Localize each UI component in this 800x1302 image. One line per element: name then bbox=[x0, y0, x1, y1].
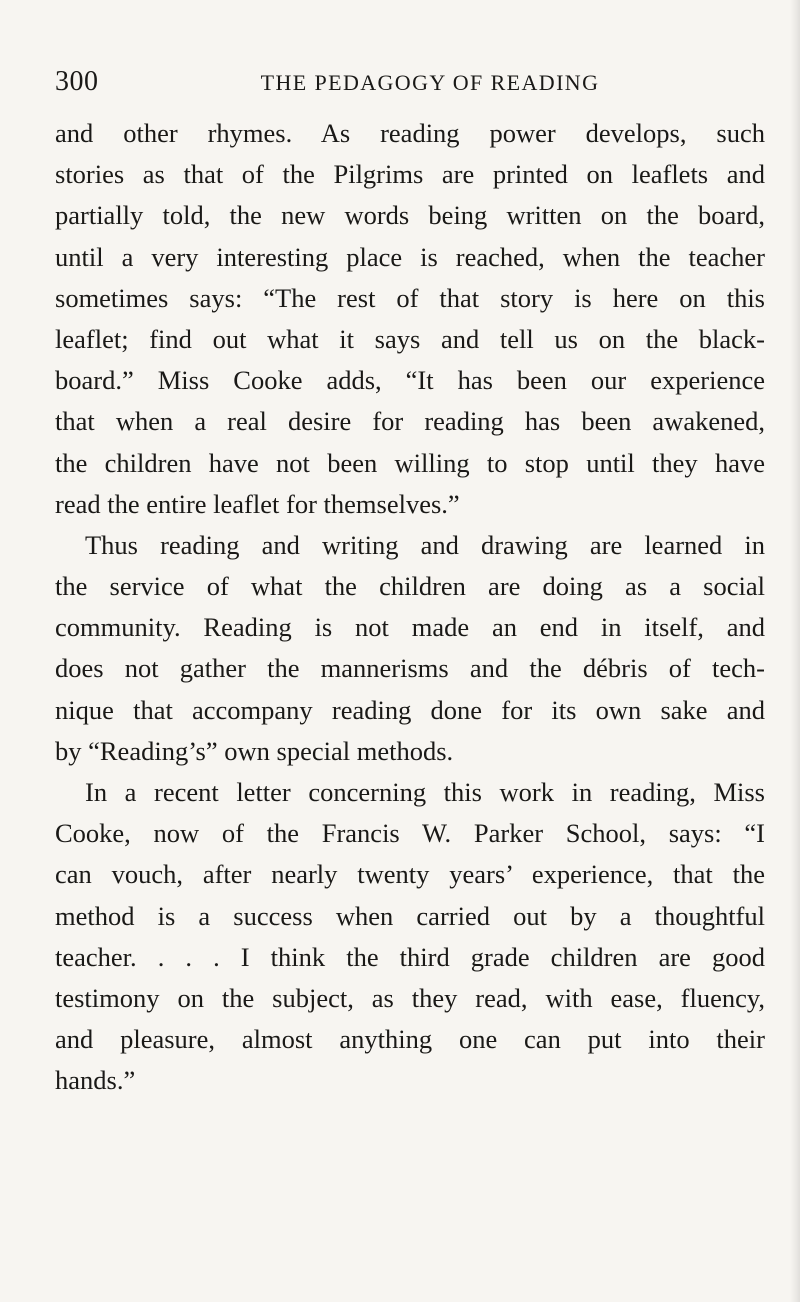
text-line-first: In a recent letter concerning this work in reading, Miss bbox=[85, 777, 765, 807]
page-edge-shadow bbox=[790, 0, 800, 1302]
text-line: method is a success when carried out by a thoughtful bbox=[55, 900, 765, 931]
text-line: partially told, the new words being written on the board, bbox=[55, 200, 765, 231]
text-line: and other rhymes. As reading power develops, such bbox=[55, 118, 765, 148]
text-line: stories as that of the Pilgrims are printed on leaflets and bbox=[55, 159, 765, 190]
text-line: board.” Miss Cooke adds, “It has been our experience bbox=[55, 365, 765, 396]
text-line: testimony on the subject, as they read, with ease, fluency, bbox=[55, 982, 765, 1013]
running-head bbox=[55, 64, 765, 100]
text-line: teacher. . . . I think the third grade children are good bbox=[55, 941, 765, 972]
text-line: until a very interesting place is reached, when the teacher bbox=[55, 241, 765, 272]
page-number: 300 bbox=[55, 66, 99, 97]
running-title: THE PEDAGOGY OF READING bbox=[260, 70, 600, 95]
text-line-first: Thus reading and writing and drawing are learned in bbox=[85, 529, 765, 560]
text-line: does not gather the mannerisms and the débris of tech- bbox=[55, 653, 765, 684]
text-line: sometimes says: “The rest of that story is here on this bbox=[55, 282, 765, 313]
text-line: can vouch, after nearly twenty years’ experience, that the bbox=[55, 859, 765, 890]
text-line: the service of what the children are doing as a social bbox=[55, 571, 765, 602]
text-line: community. Reading is not made an end in itself, and bbox=[55, 612, 765, 643]
text-line: leaflet; find out what it says and tell us on the black- bbox=[55, 323, 765, 354]
text-line-last: read the entire leaflet for themselves.” bbox=[55, 488, 460, 519]
paragraph bbox=[55, 525, 765, 772]
text-line-last: hands.” bbox=[55, 1065, 136, 1096]
text-line: nique that accompany reading done for its own sake and bbox=[55, 694, 765, 725]
text-line: that when a real desire for reading has been awakened, bbox=[55, 406, 765, 437]
text-line: the children have not been willing to stop until they have bbox=[55, 447, 765, 478]
paragraph bbox=[55, 772, 765, 1102]
body-text bbox=[55, 113, 765, 1102]
text-line: and pleasure, almost anything one can put into their bbox=[55, 1024, 765, 1055]
text-line: Cooke, now of the Francis W. Parker School, says: “I bbox=[55, 818, 765, 849]
text-line-last: by “Reading’s” own special methods. bbox=[55, 735, 454, 766]
paragraph bbox=[55, 113, 765, 525]
